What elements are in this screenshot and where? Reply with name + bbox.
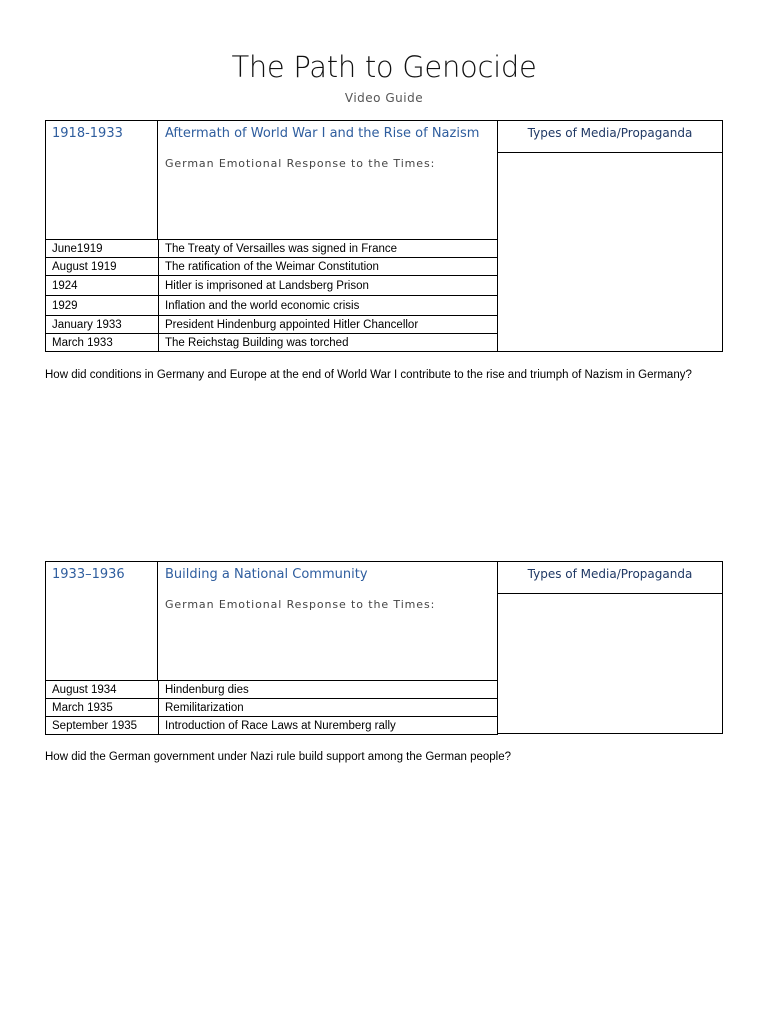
media-label: Types of Media/Propaganda (527, 126, 693, 140)
event-date: 1924 (46, 276, 159, 296)
event-description: Remilitarization (159, 699, 498, 717)
table-row (46, 296, 498, 316)
table-row (46, 316, 498, 334)
question-2: How did the German government under Nazi rule build support among the German people? (45, 751, 512, 763)
section-heading: Building a National Community (165, 567, 368, 582)
emotional-response-label: German Emotional Response to the Times: (165, 598, 436, 611)
era-label: 1918-1933 (52, 126, 123, 141)
event-date: August 1919 (46, 258, 159, 276)
section-1918-1933 (45, 120, 723, 352)
era-cell (45, 120, 158, 240)
table-row (46, 276, 498, 296)
event-description: Introduction of Race Laws at Nuremberg rally (159, 717, 498, 735)
table-row (46, 240, 498, 258)
event-description: President Hindenburg appointed Hitler Chancellor (159, 316, 498, 334)
event-description: The Treaty of Versailles was signed in France (159, 240, 498, 258)
era-cell (45, 561, 158, 681)
emotional-response-label: German Emotional Response to the Times: (165, 157, 436, 170)
event-date: January 1933 (46, 316, 159, 334)
event-description: Hitler is imprisoned at Landsberg Prison (159, 276, 498, 296)
event-date: March 1933 (46, 334, 159, 352)
timeline-table (45, 680, 498, 735)
table-row (46, 681, 498, 699)
page-title: The Path to Genocide (231, 50, 537, 84)
table-row (46, 334, 498, 352)
page-subtitle: Video Guide (344, 91, 424, 105)
media-label: Types of Media/Propaganda (527, 567, 693, 581)
event-description: Inflation and the world economic crisis (159, 296, 498, 316)
event-date: March 1935 (46, 699, 159, 717)
section-heading: Aftermath of World War I and the Rise of Nazism (165, 126, 480, 141)
media-answer-cell[interactable] (497, 152, 723, 352)
event-date: 1929 (46, 296, 159, 316)
question-1: How did conditions in Germany and Europe at the end of World War I contribute to the rise and triumph of Nazism in Germany? (45, 369, 692, 381)
section-1933-1936 (45, 561, 723, 734)
timeline-table (45, 239, 498, 352)
event-description: The ratification of the Weimar Constitution (159, 258, 498, 276)
media-header-cell (497, 120, 723, 153)
event-date: June1919 (46, 240, 159, 258)
table-row (46, 699, 498, 717)
heading-cell (157, 120, 498, 240)
media-header-cell (497, 561, 723, 594)
media-answer-cell[interactable] (497, 593, 723, 734)
era-label: 1933–1936 (52, 567, 125, 582)
table-row (46, 717, 498, 735)
event-date: September 1935 (46, 717, 159, 735)
event-description: The Reichstag Building was torched (159, 334, 498, 352)
table-row (46, 258, 498, 276)
event-description: Hindenburg dies (159, 681, 498, 699)
event-date: August 1934 (46, 681, 159, 699)
heading-cell (157, 561, 498, 681)
